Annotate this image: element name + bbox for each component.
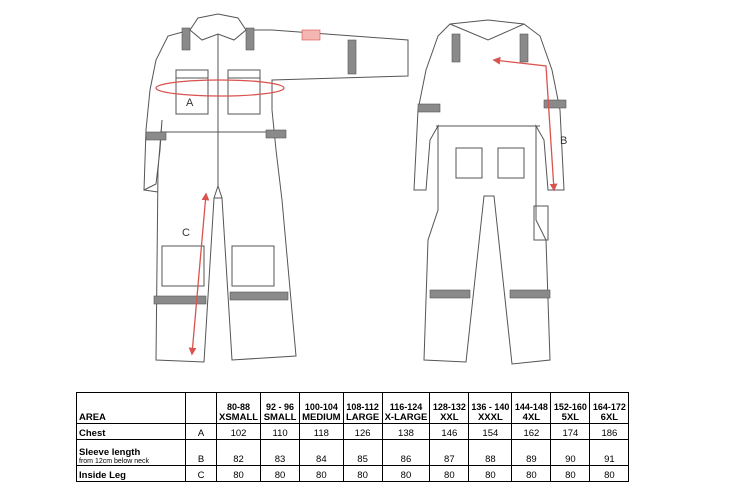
table-cell: 138 — [382, 424, 430, 440]
table-cell: 154 — [469, 424, 512, 440]
size-header-large: 108-112 LARGE — [343, 393, 382, 424]
table-cell: 118 — [300, 424, 344, 440]
table-cell: 80 — [382, 466, 430, 482]
label-a: A — [186, 97, 194, 109]
size-header-small: 92 - 96 SMALL — [261, 393, 300, 424]
label-b: B — [560, 135, 568, 147]
table-cell: 89 — [512, 440, 551, 466]
table-cell: 102 — [217, 424, 261, 440]
table-cell: 80 — [590, 466, 629, 482]
table-row-sleeve — [77, 440, 629, 466]
row-area: Inside Leg — [77, 466, 186, 482]
size-header-medium: 100-104 MEDIUM — [300, 393, 344, 424]
size-header-6xl: 164-172 6XL — [590, 393, 629, 424]
table-cell: 80 — [551, 466, 590, 482]
table-cell: 88 — [469, 440, 512, 466]
measurement-guides — [156, 60, 554, 354]
table-cell: 80 — [300, 466, 344, 482]
table-cell: 90 — [551, 440, 590, 466]
table-cell: 80 — [343, 466, 382, 482]
size-header-xlarge: 116-124 X-LARGE — [382, 393, 430, 424]
table-cell: 126 — [343, 424, 382, 440]
table-cell: 82 — [217, 440, 261, 466]
size-header-xxl: 128-132 XXL — [430, 393, 469, 424]
table-cell: 110 — [261, 424, 300, 440]
table-cell: 85 — [343, 440, 382, 466]
size-header-xsmall: 80-88 XSMALL — [217, 393, 261, 424]
size-header-4xl: 144-148 4XL — [512, 393, 551, 424]
table-cell: 80 — [261, 466, 300, 482]
table-cell: 91 — [590, 440, 629, 466]
table-cell: 84 — [300, 440, 344, 466]
row-code: A — [186, 424, 217, 440]
area-header: AREA — [77, 393, 186, 424]
table-cell: 80 — [430, 466, 469, 482]
table-cell: 146 — [430, 424, 469, 440]
size-header-row — [77, 393, 629, 424]
table-cell: 86 — [382, 440, 430, 466]
row-area: Chest — [77, 424, 186, 440]
row-code: C — [186, 466, 217, 482]
front-reflective-tape — [146, 28, 356, 304]
size-header-5xl: 152-160 5XL — [551, 393, 590, 424]
table-row-chest — [77, 424, 629, 440]
row-area-note: from 12cm below neck — [79, 458, 150, 465]
code-header — [186, 393, 217, 424]
label-c: C — [182, 227, 190, 239]
table-cell: 80 — [217, 466, 261, 482]
table-cell: 80 — [512, 466, 551, 482]
row-code: B — [186, 440, 217, 466]
size-header-xxxl: 136 - 140 XXXL — [469, 393, 512, 424]
table-row-inside-leg — [77, 466, 629, 482]
front-view — [144, 14, 408, 362]
table-cell: 174 — [551, 424, 590, 440]
table-cell: 186 — [590, 424, 629, 440]
table-cell: 87 — [430, 440, 469, 466]
table-cell: 83 — [261, 440, 300, 466]
table-cell: 80 — [469, 466, 512, 482]
back-reflective-tape — [418, 34, 566, 298]
row-area: Sleeve length from 12cm below neck — [77, 440, 186, 466]
size-chart-table — [76, 392, 629, 482]
table-cell: 162 — [512, 424, 551, 440]
back-view — [414, 20, 564, 364]
sleeve-badge — [302, 30, 320, 40]
chest-measure-line — [156, 80, 284, 96]
